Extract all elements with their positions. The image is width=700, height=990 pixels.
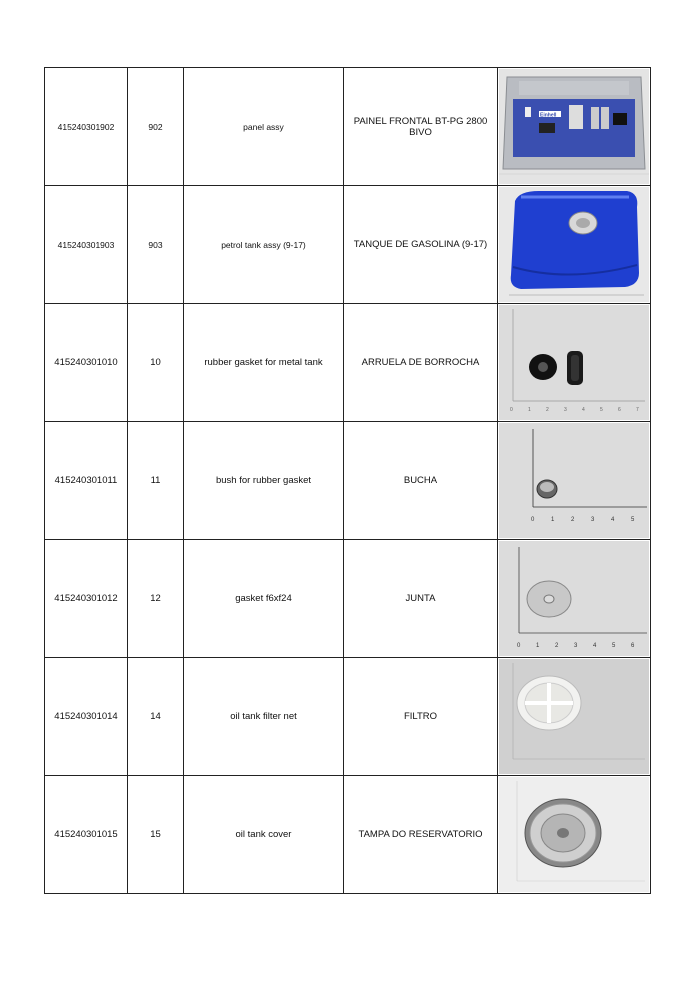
- ruler-label: 4: [611, 517, 615, 523]
- description-portuguese: BUCHA: [344, 422, 498, 540]
- position-number: 903: [128, 186, 184, 304]
- description-english: oil tank filter net: [184, 658, 344, 776]
- description-english: bush for rubber gasket: [184, 422, 344, 540]
- part-code: 415240301015: [45, 776, 128, 894]
- part-photo-cell: [498, 540, 651, 658]
- washer-photo: [499, 541, 649, 656]
- ruler-label: 4: [582, 407, 585, 413]
- ruler-label: 6: [618, 407, 621, 413]
- part-photo-cell: [498, 304, 651, 422]
- ruler-label: 3: [574, 643, 578, 649]
- control-panel-photo: [499, 69, 649, 184]
- rubber-gasket-photo: [499, 305, 649, 420]
- ruler-label: 3: [591, 517, 595, 523]
- table-row: [45, 68, 651, 186]
- tank-cap-photo: [499, 777, 649, 892]
- position-number: 12: [128, 540, 184, 658]
- table-row: [45, 658, 651, 776]
- ruler-label: 6: [631, 643, 635, 649]
- ruler-label: 5: [600, 407, 603, 413]
- ruler-label: 2: [571, 517, 575, 523]
- part-code: 415240301011: [45, 422, 128, 540]
- ruler-label: 4: [593, 643, 597, 649]
- part-code: 415240301012: [45, 540, 128, 658]
- part-photo-cell: [498, 68, 651, 186]
- ruler-label: 7: [636, 407, 639, 413]
- ruler-label: 0: [531, 517, 535, 523]
- description-english: gasket f6xf24: [184, 540, 344, 658]
- ruler-label: 1: [551, 517, 555, 523]
- bush-photo: [499, 423, 649, 538]
- table-row: [45, 422, 651, 540]
- description-portuguese: FILTRO: [344, 658, 498, 776]
- part-code: 415240301903: [45, 186, 128, 304]
- panel-brand-text: Einhell: [540, 112, 557, 119]
- part-photo-cell: [498, 186, 651, 304]
- part-photo-cell: [498, 776, 651, 894]
- filter-net-photo: [499, 659, 649, 774]
- table-row: [45, 304, 651, 422]
- description-portuguese: PAINEL FRONTAL BT-PG 2800 BIVO: [344, 68, 498, 186]
- part-code: 415240301902: [45, 68, 128, 186]
- ruler-label: 5: [631, 517, 635, 523]
- ruler-label: 1: [528, 407, 531, 413]
- description-english: petrol tank assy (9-17): [184, 186, 344, 304]
- part-photo-cell: [498, 658, 651, 776]
- part-code: 415240301014: [45, 658, 128, 776]
- table-row: [45, 540, 651, 658]
- ruler-label: 1: [536, 643, 540, 649]
- position-number: 14: [128, 658, 184, 776]
- description-portuguese: TAMPA DO RESERVATORIO: [344, 776, 498, 894]
- ruler-label: 0: [510, 407, 513, 413]
- description-portuguese: ARRUELA DE BORROCHA: [344, 304, 498, 422]
- description-english: rubber gasket for metal tank: [184, 304, 344, 422]
- fuel-tank-photo: [499, 187, 649, 302]
- position-number: 11: [128, 422, 184, 540]
- position-number: 902: [128, 68, 184, 186]
- description-english: oil tank cover: [184, 776, 344, 894]
- position-number: 15: [128, 776, 184, 894]
- ruler-label: 2: [555, 643, 559, 649]
- table-row: [45, 186, 651, 304]
- description-english: panel assy: [184, 68, 344, 186]
- ruler-label: 5: [612, 643, 616, 649]
- position-number: 10: [128, 304, 184, 422]
- ruler-label: 0: [517, 643, 521, 649]
- part-code: 415240301010: [45, 304, 128, 422]
- table-row: [45, 776, 651, 894]
- description-portuguese: TANQUE DE GASOLINA (9-17): [344, 186, 498, 304]
- ruler-label: 3: [564, 407, 567, 413]
- ruler-label: 2: [546, 407, 549, 413]
- description-portuguese: JUNTA: [344, 540, 498, 658]
- part-photo-cell: [498, 422, 651, 540]
- parts-table: [44, 67, 651, 894]
